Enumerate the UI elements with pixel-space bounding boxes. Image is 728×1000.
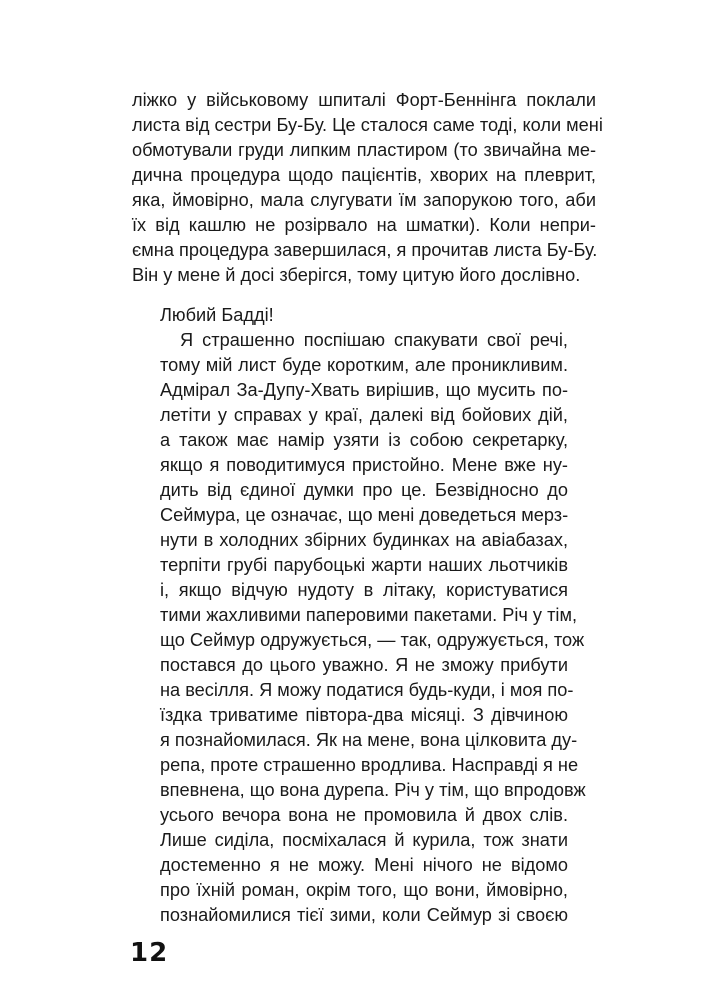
text-line: Лише сиділа, посміхалася й курила, тож знати (160, 830, 568, 850)
text-line: Адмірал За-Дупу-Хвать вирішив, що мусить по- (160, 380, 568, 400)
text-line: на весілля. Я можу податися будь-куди, і моя по- (160, 680, 574, 700)
text-line: ліжко у військовому шпиталі Форт-Беннінга поклали (132, 90, 596, 110)
text-line: ємна процедура завершилася, я прочитав листа Бу-Бу. (132, 240, 598, 260)
text-line: тому мій лист буде коротким, але проникливим. (160, 355, 568, 375)
text-line: а також має намір узяти із собою секретарку, (160, 430, 568, 450)
text-line: познайомилися тієї зими, коли Сеймур зі своєю (160, 905, 568, 925)
text-line: якщо я поводитимуся пристойно. Мене вже ну- (160, 455, 568, 475)
text-line: дична процедура щодо пацієнтів, хворих на плеврит, (132, 165, 596, 185)
text-line: обмотували груди липким пластиром (то звичайна ме- (132, 140, 596, 160)
text-line: летіти у справах у краї, далекі від бойових дій, (160, 405, 568, 425)
letter-salutation: Любий Бадді! (160, 305, 274, 325)
text-line: їздка триватиме півтора-два місяці. З дівчиною (160, 705, 568, 725)
text-line: усього вечора вона не промовила й двох слів. (160, 805, 568, 825)
text-line: достеменно я не можу. Мені нічого не відомо (160, 855, 568, 875)
text-line: яка, ймовірно, мала слугувати їм запорукою того, аби (132, 190, 596, 210)
text-line: тими жахливими паперовими пакетами. Річ у тім, (160, 605, 578, 625)
text-line: впевнена, що вона дурепа. Річ у тім, що впродовж (160, 780, 586, 800)
text-line: терпіти грубі парубоцькі жарти наших льотчиків (160, 555, 568, 575)
text-line: і, якщо відчую нудоту в літаку, користуватися (160, 580, 568, 600)
page-number: 12 (130, 938, 169, 968)
text-line: про їхній роман, окрім того, що вони, ймовірно, (160, 880, 568, 900)
text-line: Сеймура, це означає, що мені доведеться мерз- (160, 505, 569, 525)
text-line: їх від кашлю не розірвало на шматки). Коли непри- (132, 215, 596, 235)
text-line: я познайомилася. Як на мене, вона цілковита ду- (160, 730, 578, 750)
text-line: репа, проте страшенно вродлива. Насправді я не (160, 755, 579, 775)
text-line: нути в холодних збірних будинках на авіабазах, (160, 530, 568, 550)
text-line: постався до цього уважно. Я не зможу прибути (160, 655, 568, 675)
text-line: що Сеймур одружується, — так, одружується, тож (160, 630, 585, 650)
text-line: дить від єдиної думки про це. Безвідносно до (160, 480, 568, 500)
text-line: Він у мене й досі зберігся, тому цитую його дослівно. (132, 265, 581, 285)
text-line: Я страшенно поспішаю спакувати свої речі, (180, 330, 568, 350)
text-line: листа від сестри Бу-Бу. Це сталося саме тоді, коли мені (132, 115, 603, 135)
